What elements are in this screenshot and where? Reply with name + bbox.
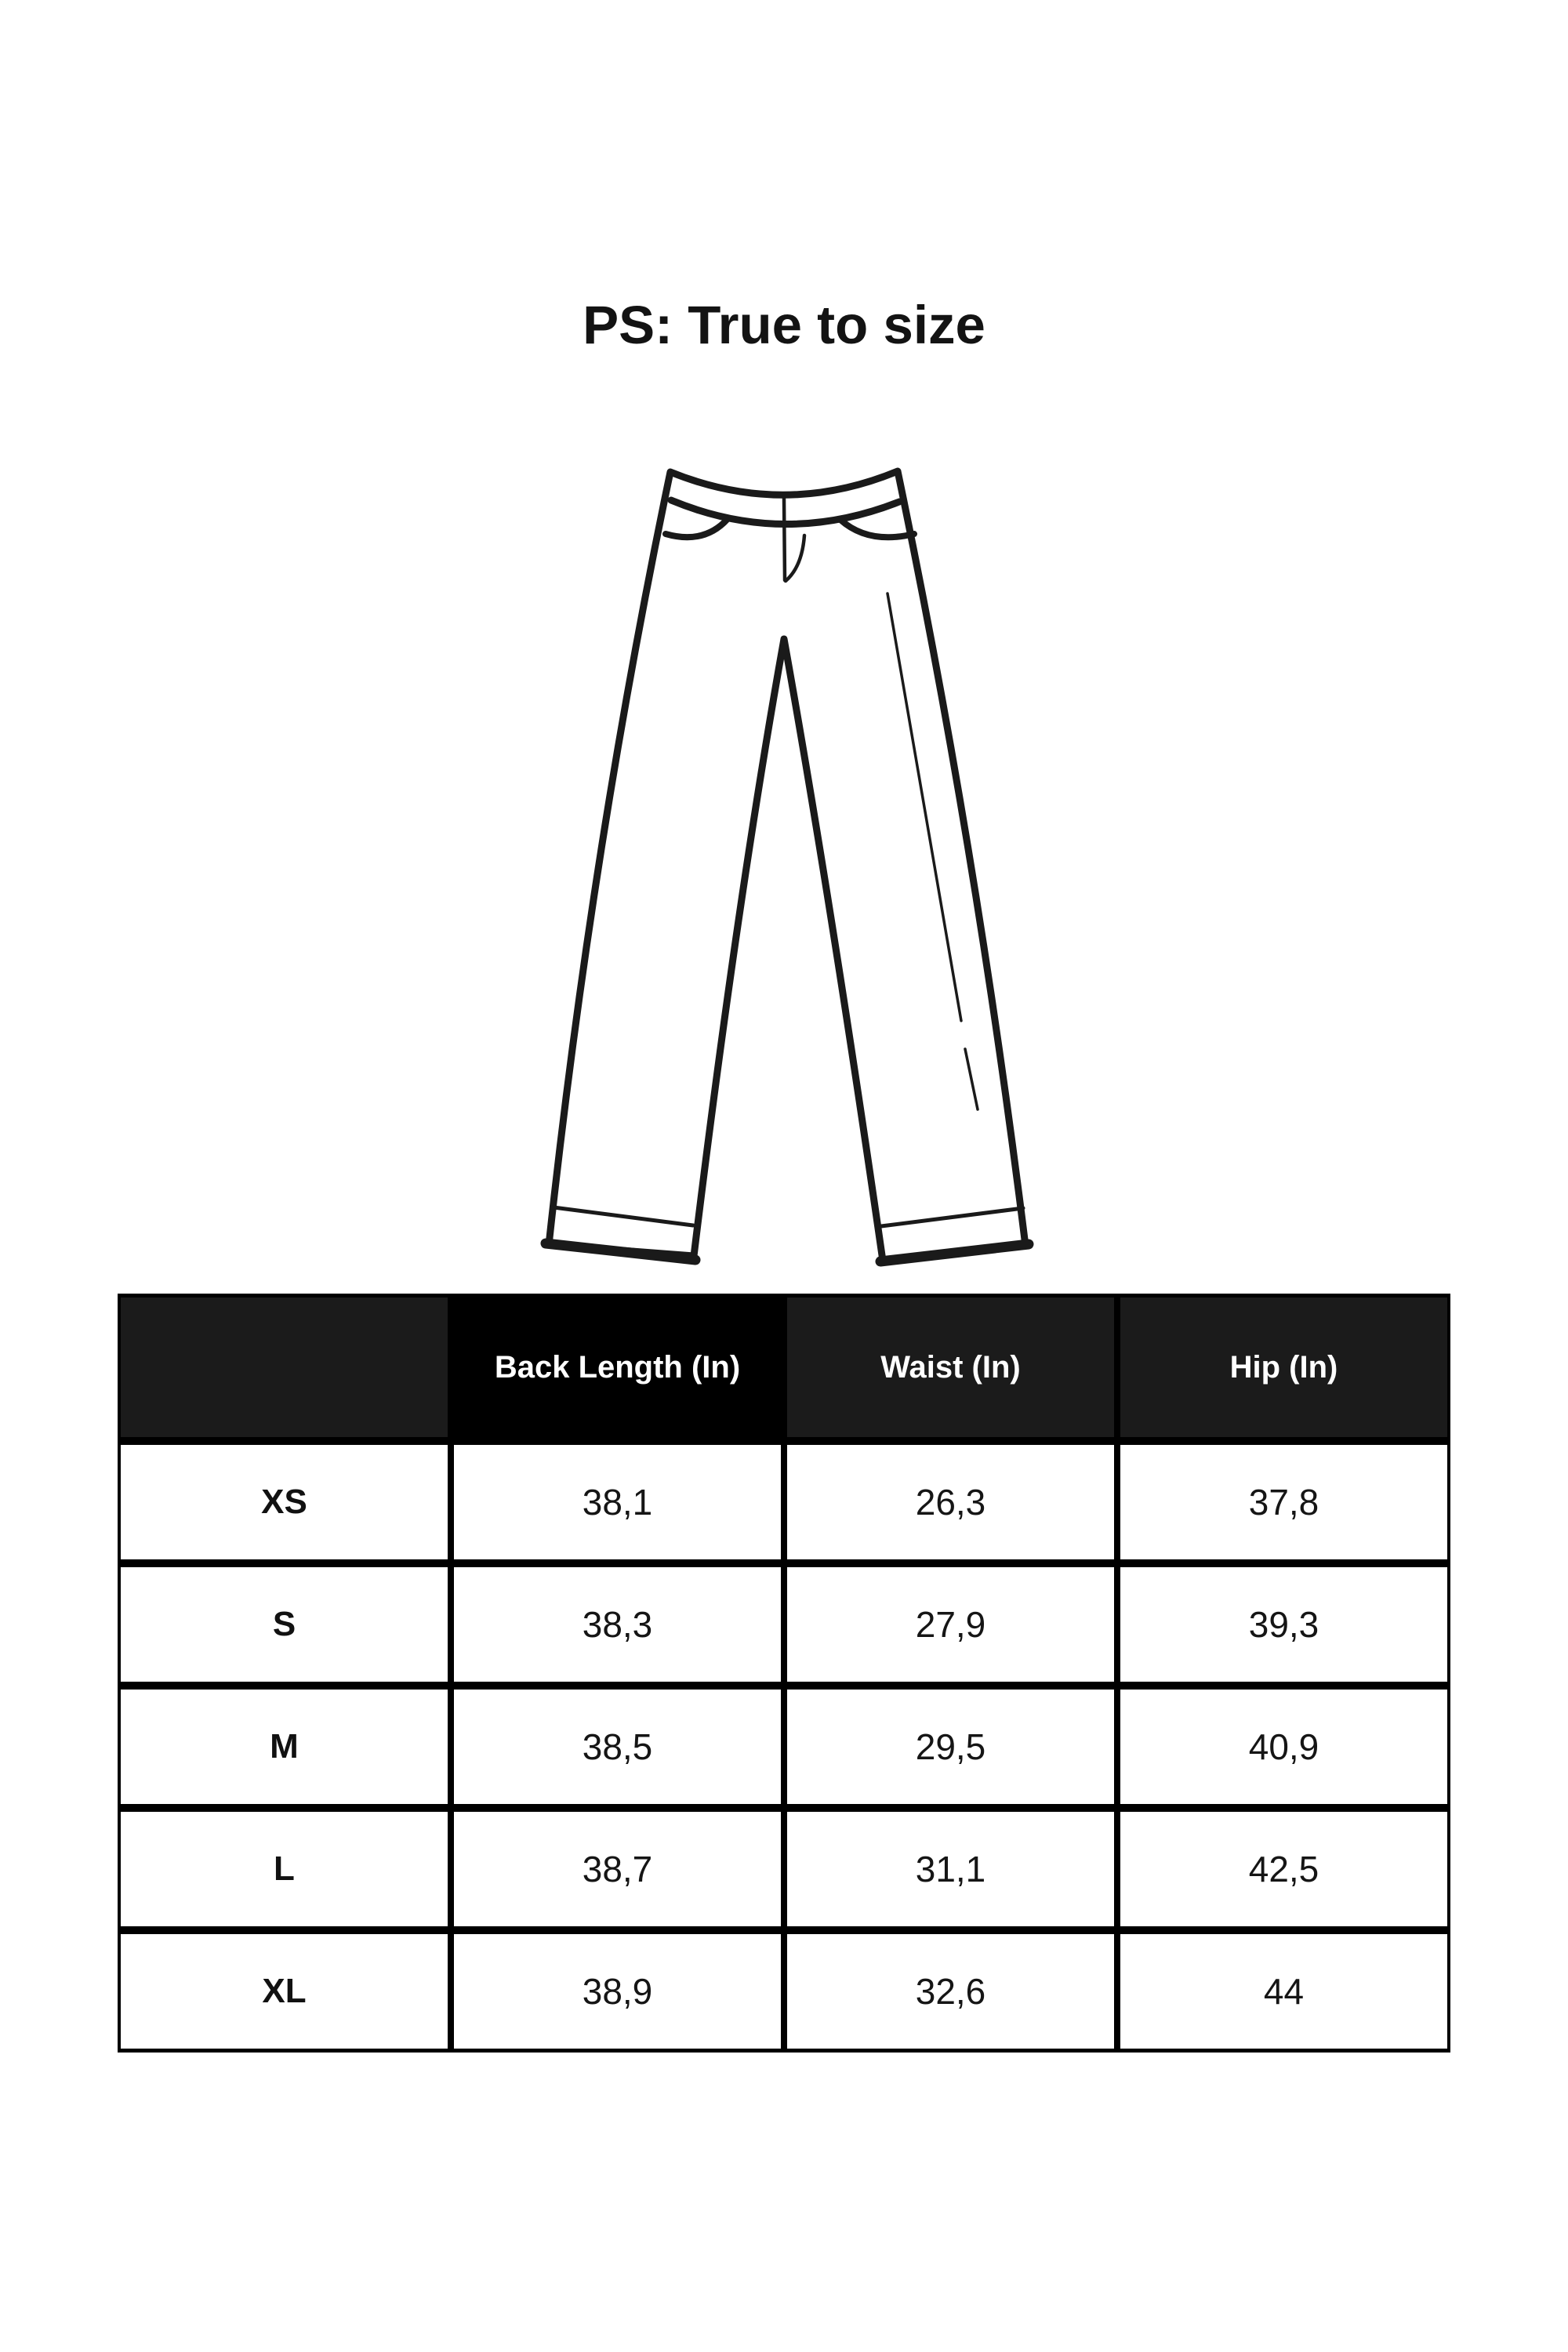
pants-illustration xyxy=(517,447,1066,1286)
header-row xyxy=(118,1294,1450,1441)
back-length-value: 38,5 xyxy=(451,1686,784,1808)
size-chart-table xyxy=(118,1294,1450,2053)
back-length-value: 38,3 xyxy=(451,1563,784,1686)
waist-value: 27,9 xyxy=(784,1563,1117,1686)
fly-line xyxy=(784,499,785,580)
waist-value: 31,1 xyxy=(784,1808,1117,1930)
hip-value: 37,8 xyxy=(1117,1441,1450,1563)
table-row-m xyxy=(118,1686,1450,1808)
page-title: PS: True to size xyxy=(583,295,985,355)
table-row-l xyxy=(118,1808,1450,1930)
size-label: XL xyxy=(118,1930,451,2053)
hip-value: 44 xyxy=(1117,1930,1450,2053)
trousers-front-outline-icon xyxy=(517,447,1066,1286)
hip-value: 39,3 xyxy=(1117,1563,1450,1686)
waist-value: 29,5 xyxy=(784,1686,1117,1808)
pants-silhouette xyxy=(549,471,1025,1261)
header-waist: Waist (In) xyxy=(784,1294,1117,1441)
waist-value: 32,6 xyxy=(784,1930,1117,2053)
header-back-length: Back Length (In) xyxy=(451,1294,784,1441)
table-row-xl xyxy=(118,1930,1450,2053)
size-label: S xyxy=(118,1563,451,1686)
table-row-xs xyxy=(118,1441,1450,1563)
back-length-value: 38,9 xyxy=(451,1930,784,2053)
back-length-value: 38,1 xyxy=(451,1441,784,1563)
table-row-s xyxy=(118,1563,1450,1686)
hip-value: 40,9 xyxy=(1117,1686,1450,1808)
waist-value: 26,3 xyxy=(784,1441,1117,1563)
hip-value: 42,5 xyxy=(1117,1808,1450,1930)
size-label: M xyxy=(118,1686,451,1808)
header-hip: Hip (In) xyxy=(1117,1294,1450,1441)
size-label: XS xyxy=(118,1441,451,1563)
size-label: L xyxy=(118,1808,451,1930)
header-size xyxy=(118,1294,451,1441)
back-length-value: 38,7 xyxy=(451,1808,784,1930)
